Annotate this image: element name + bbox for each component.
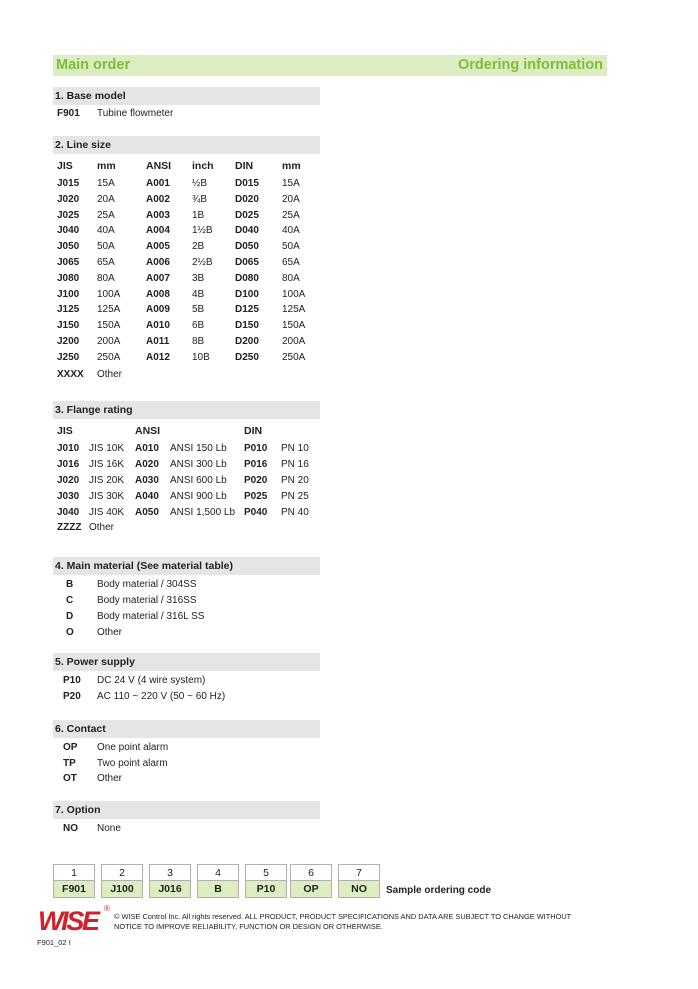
sample-code-box bbox=[101, 864, 143, 898]
flange-rating-cell: JIS 40K bbox=[89, 507, 125, 518]
header-bar bbox=[53, 55, 607, 76]
sample-code-value: F901 bbox=[53, 881, 95, 898]
flange-rating-cell: ANSI 900 Lb bbox=[170, 491, 227, 502]
sample-code-value: J016 bbox=[149, 881, 191, 898]
flange-header-ansi: ANSI bbox=[135, 425, 161, 437]
line-size-cell: 80A bbox=[97, 272, 115, 284]
main-order-title: Main order bbox=[56, 57, 131, 73]
line-size-cell: 125A bbox=[97, 304, 121, 316]
flange-rating-cell: J040 bbox=[57, 507, 80, 518]
line-size-cell: 25A bbox=[97, 209, 115, 221]
line-size-header: mm bbox=[282, 160, 301, 172]
flange-rating-cell: P040 bbox=[244, 507, 268, 518]
line-size-cell: 25A bbox=[282, 209, 300, 221]
section-option-title: 7. Option bbox=[53, 801, 320, 819]
contact-desc: Two point alarm bbox=[97, 757, 168, 769]
material-desc: Body material / 304SS bbox=[97, 579, 197, 590]
sample-code-box bbox=[338, 864, 380, 898]
option-desc: None bbox=[97, 823, 121, 834]
flange-rating-cell: PN 20 bbox=[281, 475, 309, 486]
section-power-supply-title: 5. Power supply bbox=[53, 653, 320, 671]
line-size-cell: A002 bbox=[146, 193, 170, 205]
line-size-cell: 8B bbox=[192, 336, 205, 347]
sample-code-box bbox=[53, 864, 95, 898]
line-size-cell: 80A bbox=[282, 272, 300, 284]
line-size-cell: 1B bbox=[192, 209, 205, 221]
flange-rating-cell: ANSI 150 Lb bbox=[170, 443, 227, 454]
section-main-material-title: 4. Main material (See material table) bbox=[53, 557, 320, 575]
section-line-size-title: 2. Line size bbox=[53, 136, 320, 154]
sample-code-value: J100 bbox=[101, 881, 143, 898]
flange-other-desc: Other bbox=[89, 522, 115, 533]
line-size-cell: D015 bbox=[235, 178, 259, 189]
line-size-cell: A012 bbox=[146, 351, 170, 363]
line-size-other-code: XXXX bbox=[57, 369, 84, 380]
line-size-cell: J125 bbox=[57, 304, 80, 316]
line-size-cell: D065 bbox=[235, 257, 259, 268]
line-size-cell: 3B bbox=[192, 272, 205, 284]
power-supply-code: P10 bbox=[63, 675, 81, 686]
flange-rating-cell: J030 bbox=[57, 491, 80, 502]
material-desc: Other bbox=[97, 627, 123, 638]
flange-rating-cell: JIS 20K bbox=[89, 475, 125, 486]
line-size-cell: J025 bbox=[57, 209, 80, 221]
flange-rating-cell: JIS 10K bbox=[89, 443, 125, 454]
line-size-cell: J250 bbox=[57, 351, 80, 363]
line-size-header: mm bbox=[97, 160, 116, 172]
line-size-cell: A003 bbox=[146, 209, 170, 221]
line-size-cell: J200 bbox=[57, 336, 80, 347]
flange-rating-cell: J010 bbox=[57, 443, 80, 454]
line-size-cell: 2B bbox=[192, 241, 205, 253]
power-supply-desc: DC 24 V (4 wire system) bbox=[97, 675, 206, 686]
sample-ordering-code-label: Sample ordering code bbox=[386, 885, 492, 896]
sample-code-box bbox=[197, 864, 239, 898]
line-size-cell: 50A bbox=[282, 241, 300, 253]
line-size-cell: 6B bbox=[192, 320, 205, 332]
line-size-cell: ¾B bbox=[192, 193, 208, 205]
flange-rating-cell: ANSI 600 Lb bbox=[170, 475, 227, 486]
registered-mark: ® bbox=[104, 904, 110, 913]
copyright-line-1: © WISE Control Inc. All rights reserved. ALL PRODUCT, PRODUCT SPECIFICATIONS AND DATA ARE SUBJECT TO CHANGE WITHOUT bbox=[114, 912, 572, 921]
contact-code: OT bbox=[63, 773, 77, 784]
section-base-model-title: 1. Base model bbox=[53, 87, 320, 105]
sample-code-value: P10 bbox=[245, 881, 287, 898]
line-size-cell: 100A bbox=[282, 288, 306, 300]
line-size-cell: A008 bbox=[146, 288, 170, 300]
flange-rating-cell: P020 bbox=[244, 475, 268, 486]
sample-code-value: B bbox=[197, 881, 239, 898]
sample-code-box bbox=[149, 864, 191, 898]
flange-rating-cell: ANSI 1,500 Lb bbox=[170, 507, 236, 518]
flange-rating-cell: JIS 30K bbox=[89, 491, 125, 502]
line-size-cell: D200 bbox=[235, 336, 259, 347]
line-size-cell: J100 bbox=[57, 288, 80, 300]
wise-logo bbox=[37, 905, 105, 933]
line-size-header: JIS bbox=[57, 160, 73, 172]
line-size-cell: 150A bbox=[97, 320, 121, 332]
flange-rating-cell: ANSI 300 Lb bbox=[170, 459, 227, 470]
sample-code-position: 6 bbox=[290, 864, 332, 881]
line-size-cell: J065 bbox=[57, 257, 80, 268]
flange-rating-cell: J020 bbox=[57, 475, 80, 486]
sample-code-value: OP bbox=[290, 881, 332, 898]
base-model-code: F901 bbox=[57, 108, 80, 119]
line-size-cell: J040 bbox=[57, 225, 80, 237]
material-code: O bbox=[66, 627, 74, 638]
section-contact-title: 6. Contact bbox=[53, 720, 320, 738]
line-size-cell: J020 bbox=[57, 193, 80, 205]
sample-code-box bbox=[290, 864, 332, 898]
sample-code-position: 2 bbox=[101, 864, 143, 881]
power-supply-code: P20 bbox=[63, 690, 81, 702]
flange-rating-cell: PN 16 bbox=[281, 459, 309, 470]
flange-header-din: DIN bbox=[244, 425, 263, 437]
copyright-line-2: NOTICE TO IMPROVE RELIABILITY, FUNCTION OR DESIGN OR OTHERWISE. bbox=[114, 921, 383, 931]
flange-header-jis: JIS bbox=[57, 425, 73, 437]
line-size-other-desc: Other bbox=[97, 369, 123, 380]
flange-rating-cell: P010 bbox=[244, 443, 268, 454]
line-size-cell: 200A bbox=[97, 336, 121, 347]
flange-rating-cell: A050 bbox=[135, 507, 159, 518]
line-size-cell: 15A bbox=[97, 178, 115, 189]
line-size-cell: D020 bbox=[235, 193, 259, 205]
line-size-cell: 1½B bbox=[192, 225, 213, 237]
contact-desc: One point alarm bbox=[97, 742, 169, 753]
base-model-desc: Tubine flowmeter bbox=[97, 108, 174, 119]
flange-rating-cell: JIS 16K bbox=[89, 459, 125, 470]
section-flange-rating-title: 3. Flange rating bbox=[53, 401, 320, 419]
material-code: D bbox=[66, 611, 74, 622]
material-desc: Body material / 316SS bbox=[97, 595, 197, 606]
line-size-cell: 15A bbox=[282, 178, 300, 189]
line-size-cell: 10B bbox=[192, 351, 210, 363]
sample-code-position: 1 bbox=[53, 864, 95, 881]
line-size-cell: A006 bbox=[146, 257, 170, 268]
option-code: NO bbox=[63, 823, 78, 834]
line-size-cell: 50A bbox=[97, 241, 115, 253]
line-size-cell: D050 bbox=[235, 241, 259, 253]
wise-logo-text: WISE bbox=[38, 906, 100, 933]
line-size-cell: D125 bbox=[235, 304, 259, 316]
line-size-cell: 250A bbox=[97, 351, 121, 363]
line-size-cell: A009 bbox=[146, 304, 170, 316]
line-size-cell: J150 bbox=[57, 320, 80, 332]
line-size-cell: 40A bbox=[97, 225, 115, 237]
sample-code-position: 7 bbox=[338, 864, 380, 881]
flange-rating-cell: A010 bbox=[135, 443, 159, 454]
line-size-cell: A004 bbox=[146, 225, 170, 237]
line-size-header: ANSI bbox=[146, 160, 172, 172]
flange-rating-cell: A020 bbox=[135, 459, 159, 470]
sample-code-position: 5 bbox=[245, 864, 287, 881]
line-size-cell: ½B bbox=[192, 178, 208, 189]
flange-rating-cell: J016 bbox=[57, 459, 80, 470]
sample-code-value: NO bbox=[338, 881, 380, 898]
line-size-cell: 250A bbox=[282, 351, 306, 363]
flange-rating-cell: PN 25 bbox=[281, 491, 309, 502]
line-size-cell: 65A bbox=[97, 257, 115, 268]
line-size-cell: 4B bbox=[192, 288, 205, 300]
flange-rating-cell: A040 bbox=[135, 491, 159, 502]
line-size-cell: A001 bbox=[146, 178, 170, 189]
line-size-header: DIN bbox=[235, 160, 254, 172]
line-size-cell: 2½B bbox=[192, 257, 213, 268]
line-size-cell: 20A bbox=[97, 193, 115, 205]
contact-desc: Other bbox=[97, 773, 123, 784]
flange-rating-cell: P025 bbox=[244, 491, 268, 502]
line-size-cell: D080 bbox=[235, 272, 259, 284]
contact-code: OP bbox=[63, 742, 78, 753]
sample-code-position: 3 bbox=[149, 864, 191, 881]
line-size-header: inch bbox=[192, 160, 214, 172]
line-size-cell: 20A bbox=[282, 193, 300, 205]
line-size-cell: A011 bbox=[146, 336, 170, 347]
line-size-cell: D025 bbox=[235, 209, 259, 221]
page-code: F901_02 I bbox=[37, 938, 71, 947]
line-size-cell: 150A bbox=[282, 320, 306, 332]
line-size-cell: D100 bbox=[235, 288, 259, 300]
line-size-cell: J080 bbox=[57, 272, 80, 284]
line-size-cell: D040 bbox=[235, 225, 259, 237]
material-code: C bbox=[66, 595, 74, 606]
line-size-cell: 100A bbox=[97, 288, 121, 300]
flange-rating-cell: PN 40 bbox=[281, 507, 309, 518]
line-size-cell: 65A bbox=[282, 257, 300, 268]
line-size-cell: D250 bbox=[235, 351, 259, 363]
power-supply-desc: AC 110 ~ 220 V (50 ~ 60 Hz) bbox=[97, 690, 226, 702]
flange-other-code: ZZZZ bbox=[57, 522, 82, 533]
line-size-cell: J015 bbox=[57, 178, 80, 189]
sample-code-position: 4 bbox=[197, 864, 239, 881]
line-size-cell: A010 bbox=[146, 320, 170, 332]
line-size-cell: 200A bbox=[282, 336, 306, 347]
material-desc: Body material / 316L SS bbox=[97, 611, 205, 622]
flange-rating-cell: A030 bbox=[135, 475, 159, 486]
material-code: B bbox=[66, 579, 74, 590]
line-size-cell: A007 bbox=[146, 272, 170, 284]
line-size-cell: A005 bbox=[146, 241, 170, 253]
line-size-cell: 5B bbox=[192, 304, 205, 316]
line-size-cell: 125A bbox=[282, 304, 306, 316]
ordering-information-title: Ordering information bbox=[458, 57, 603, 73]
flange-rating-cell: PN 10 bbox=[281, 443, 309, 454]
flange-rating-cell: P016 bbox=[244, 459, 268, 470]
sample-code-box bbox=[245, 864, 287, 898]
line-size-cell: D150 bbox=[235, 320, 259, 332]
copyright-notice bbox=[114, 912, 571, 931]
contact-code: TP bbox=[63, 757, 76, 769]
line-size-cell: J050 bbox=[57, 241, 80, 253]
line-size-cell: 40A bbox=[282, 225, 300, 237]
